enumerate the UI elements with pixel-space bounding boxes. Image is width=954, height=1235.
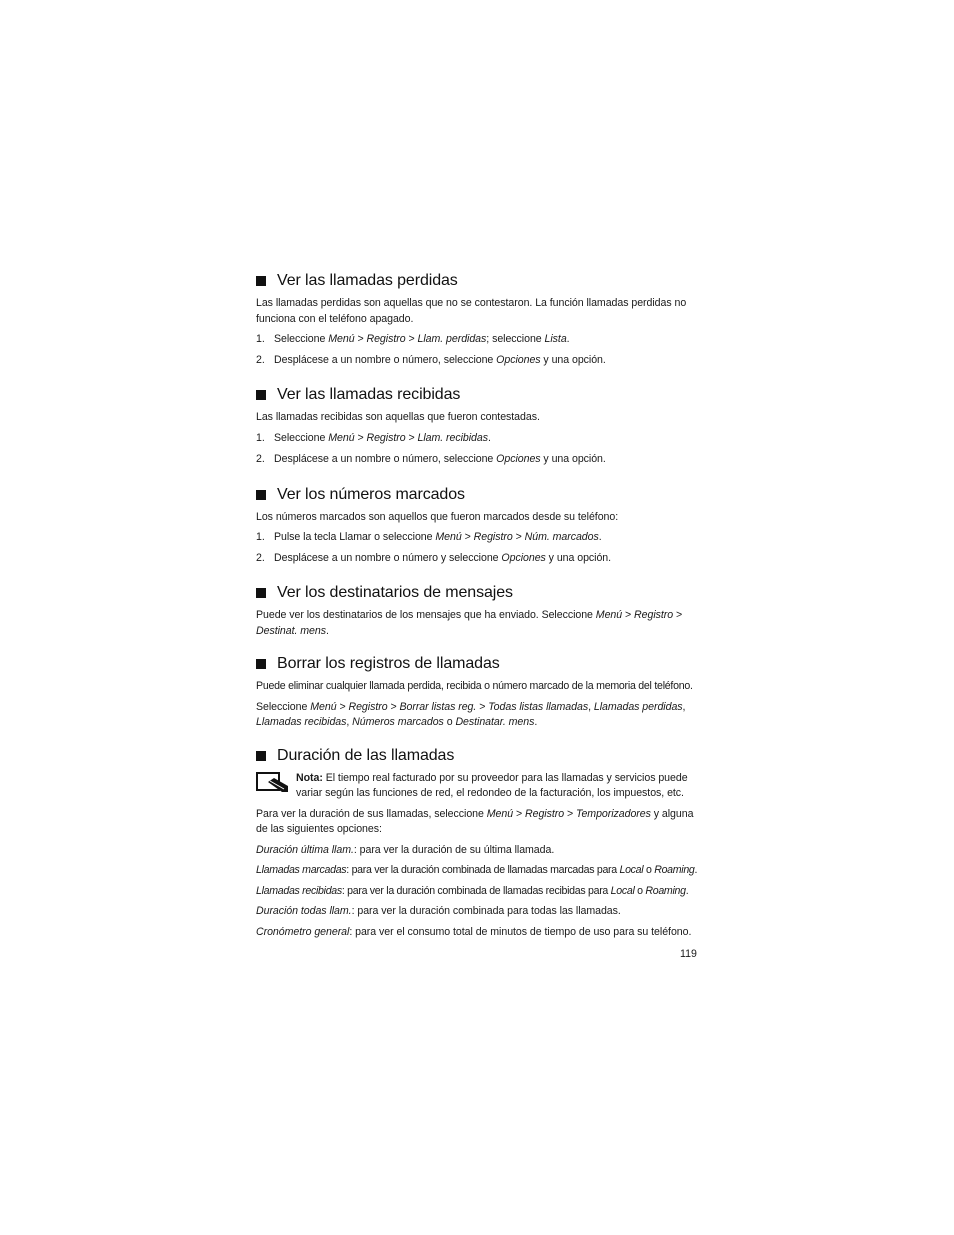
note-box — [256, 771, 702, 802]
heading-received-calls: Ver las llamadas recibidas — [256, 384, 702, 406]
heading-missed-calls: Ver las llamadas perdidas — [256, 270, 702, 292]
missed-calls-intro: Las llamadas perdidas son aquellas que no se contestaron. La función llamadas perdidas no funciona con el teléfono apagado. — [256, 297, 687, 325]
heading-dialed-numbers: Ver los números marcados — [256, 484, 702, 506]
page-content — [256, 270, 702, 945]
delete-logs-path: Seleccione Menú > Registro > Borrar listas reg. > Todas listas llamadas, Llamadas perdidas, Llamadas recibidas, Números marcados o Destinatar. mens. — [256, 700, 686, 728]
duration-option-last: Duración última llam.: para ver la duración de su última llamada. — [256, 843, 555, 856]
heading-message-recipients: Ver los destinatarios de mensajes — [256, 582, 702, 604]
received-calls-steps — [256, 431, 702, 468]
page-number: 119 — [680, 948, 697, 960]
bullet-square-icon — [256, 659, 266, 669]
note-text: Nota: El tiempo real facturado por su proveedor para las llamadas y servicios puede variar según las funciones de red, el redondeo de la facturación, los impuestos, etc. — [296, 771, 688, 799]
duration-option-general: Cronómetro general: para ver el consumo total de minutos de tiempo de uso para su teléfono. — [256, 925, 692, 938]
bullet-square-icon — [256, 490, 266, 500]
list-item: 2. Desplácese a un nombre o número, seleccione Opciones y una opción. — [256, 353, 606, 366]
list-item: 1. Seleccione Menú > Registro > Llam. recibidas. — [256, 431, 491, 444]
list-item: 2. Desplácese a un nombre o número, seleccione Opciones y una opción. — [256, 453, 606, 465]
bullet-square-icon — [256, 588, 266, 598]
bullet-square-icon — [256, 751, 266, 761]
received-calls-intro: Las llamadas recibidas son aquellas que fueron contestadas. — [256, 411, 540, 423]
duration-option-all: Duración todas llam.: para ver la duración combinada para todas las llamadas. — [256, 905, 621, 917]
bullet-square-icon — [256, 276, 266, 286]
duration-path: Para ver la duración de sus llamadas, seleccione Menú > Registro > Temporizadores y alguna de las siguientes opciones: — [256, 807, 694, 835]
dialed-numbers-steps — [256, 530, 702, 566]
list-item: 1. Seleccione Menú > Registro > Llam. perdidas; seleccione Lista. — [256, 333, 570, 345]
dialed-numbers-intro: Los números marcados son aquellos que fueron marcados desde su teléfono: — [256, 510, 619, 523]
duration-option-received: Llamadas recibidas: para ver la duración combinada de llamadas recibidas para Local o Roaming. — [256, 884, 689, 897]
message-recipients-text: Puede ver los destinatarios de los mensajes que ha enviado. Seleccione Menú > Registro > Destinat. mens. — [256, 609, 683, 637]
heading-call-duration: Duración de las llamadas — [256, 745, 702, 767]
list-item: 2. Desplácese a un nombre o número y seleccione Opciones y una opción. — [256, 551, 612, 564]
missed-calls-steps — [256, 332, 702, 368]
note-pencil-icon — [256, 772, 290, 794]
heading-delete-logs: Borrar los registros de llamadas — [256, 653, 702, 675]
list-item: 1. Pulse la tecla Llamar o seleccione Menú > Registro > Núm. marcados. — [256, 531, 602, 543]
delete-logs-intro: Puede eliminar cualquier llamada perdida, recibida o número marcado de la memoria del teléfono. — [256, 680, 693, 692]
duration-option-dialed: Llamadas marcadas: para ver la duración combinada de llamadas marcadas para Local o Roaming. — [256, 864, 698, 876]
bullet-square-icon — [256, 390, 266, 400]
